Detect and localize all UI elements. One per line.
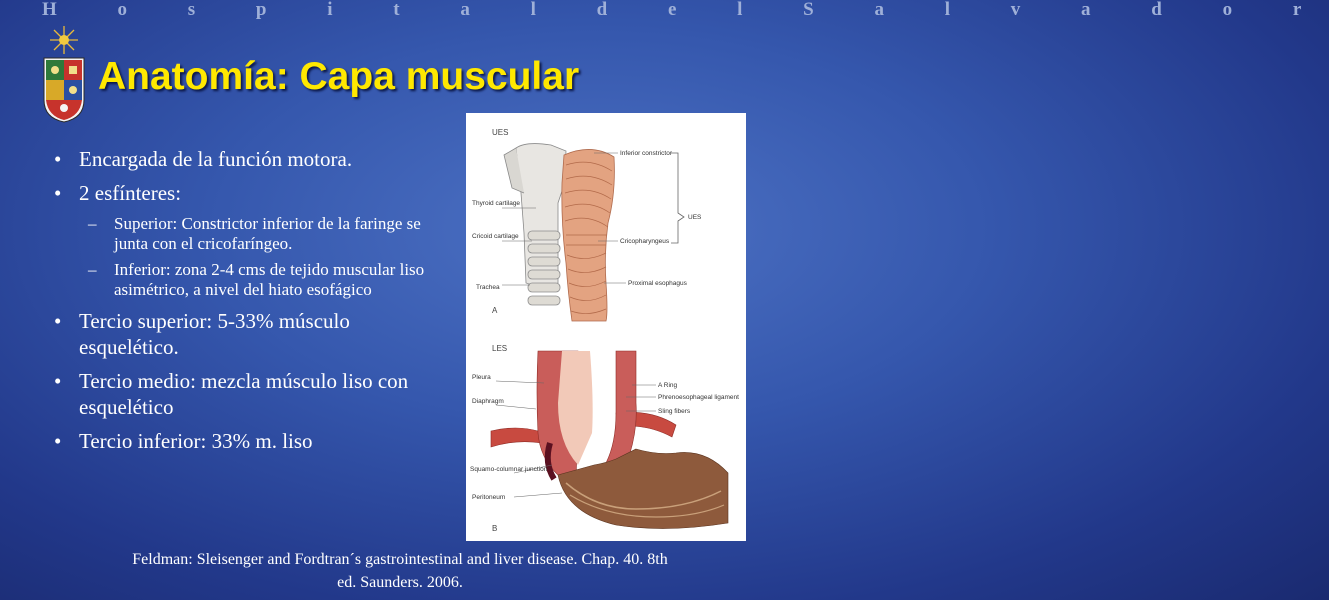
label-proximal-esophagus: Proximal esophagus — [628, 280, 687, 287]
bullet-item — [48, 146, 448, 172]
label-cricopharyngeus: Cricopharyngeus — [620, 238, 670, 245]
label-ues-brace: UES — [688, 214, 702, 221]
bullet-marker: • — [54, 369, 62, 393]
bullet-text: Tercio inferior: 33% m. liso — [79, 429, 313, 453]
panel-a-ues — [472, 128, 702, 321]
bullet-item — [48, 368, 448, 420]
label-diaphragm: Diaphragm — [472, 398, 504, 405]
bullet-item — [48, 428, 448, 454]
bullet-text: Tercio medio: mezcla músculo liso con esquelético — [79, 369, 409, 419]
panel-b-letter: B — [492, 524, 498, 533]
label-cricoid-cartilage: Cricoid cartilage — [472, 233, 519, 240]
university-shield-icon — [40, 24, 88, 124]
dash-marker: – — [88, 214, 97, 233]
sub-bullet-item — [48, 214, 448, 254]
label-squamocolumnar-junction: Squamo-columnar junction — [470, 466, 548, 473]
label-sling-fibers: Sling fibers — [658, 408, 691, 415]
sub-bullet-text: Inferior: zona 2-4 cms de tejido muscular liso asimétrico, a nivel del hiato esofágico — [114, 260, 425, 299]
panel-b-section-label: LES — [492, 344, 508, 353]
panel-b-les — [470, 344, 739, 533]
hospital-header: H o s p i t a l d e l S a l v a d o r — [42, 0, 1329, 20]
label-phrenoesophageal-ligament: Phrenoesophageal ligament — [658, 394, 739, 401]
label-a-ring: A Ring — [658, 382, 678, 389]
dash-marker: – — [88, 260, 97, 279]
slide-title: Anatomía: Capa muscular — [98, 55, 580, 98]
sub-bullet-text: Superior: Constrictor inferior de la faringe se junta con el cricofaríngeo. — [114, 214, 421, 253]
panel-a-section-label: UES — [492, 128, 509, 137]
bullet-marker: • — [54, 147, 62, 171]
citation — [50, 548, 750, 594]
bullet-text: Tercio superior: 5-33% músculo esquelético. — [79, 309, 350, 359]
label-inferior-constrictor: Inferior constrictor — [620, 150, 673, 157]
bullet-marker: • — [54, 309, 62, 333]
label-trachea: Trachea — [476, 284, 500, 291]
bullet-item — [48, 308, 448, 360]
anatomy-figure — [466, 113, 746, 541]
bullet-marker: • — [54, 429, 62, 453]
panel-a-letter: A — [492, 306, 498, 315]
label-pleura: Pleura — [472, 374, 491, 381]
sub-bullet-list — [48, 214, 448, 300]
sub-bullet-item — [48, 260, 448, 300]
bullet-marker: • — [54, 181, 62, 205]
bullet-list — [48, 146, 448, 462]
citation-line: ed. Saunders. 2006. — [337, 574, 463, 591]
bullet-text: 2 esfínteres: — [79, 181, 182, 205]
label-peritoneum: Peritoneum — [472, 494, 506, 501]
label-thyroid-cartilage: Thyroid cartilage — [472, 200, 521, 207]
bullet-item — [48, 180, 448, 206]
bullet-text: Encargada de la función motora. — [79, 147, 353, 171]
citation-line: Feldman: Sleisenger and Fordtran´s gastrointestinal and liver disease. Chap. 40. 8th — [132, 551, 668, 568]
